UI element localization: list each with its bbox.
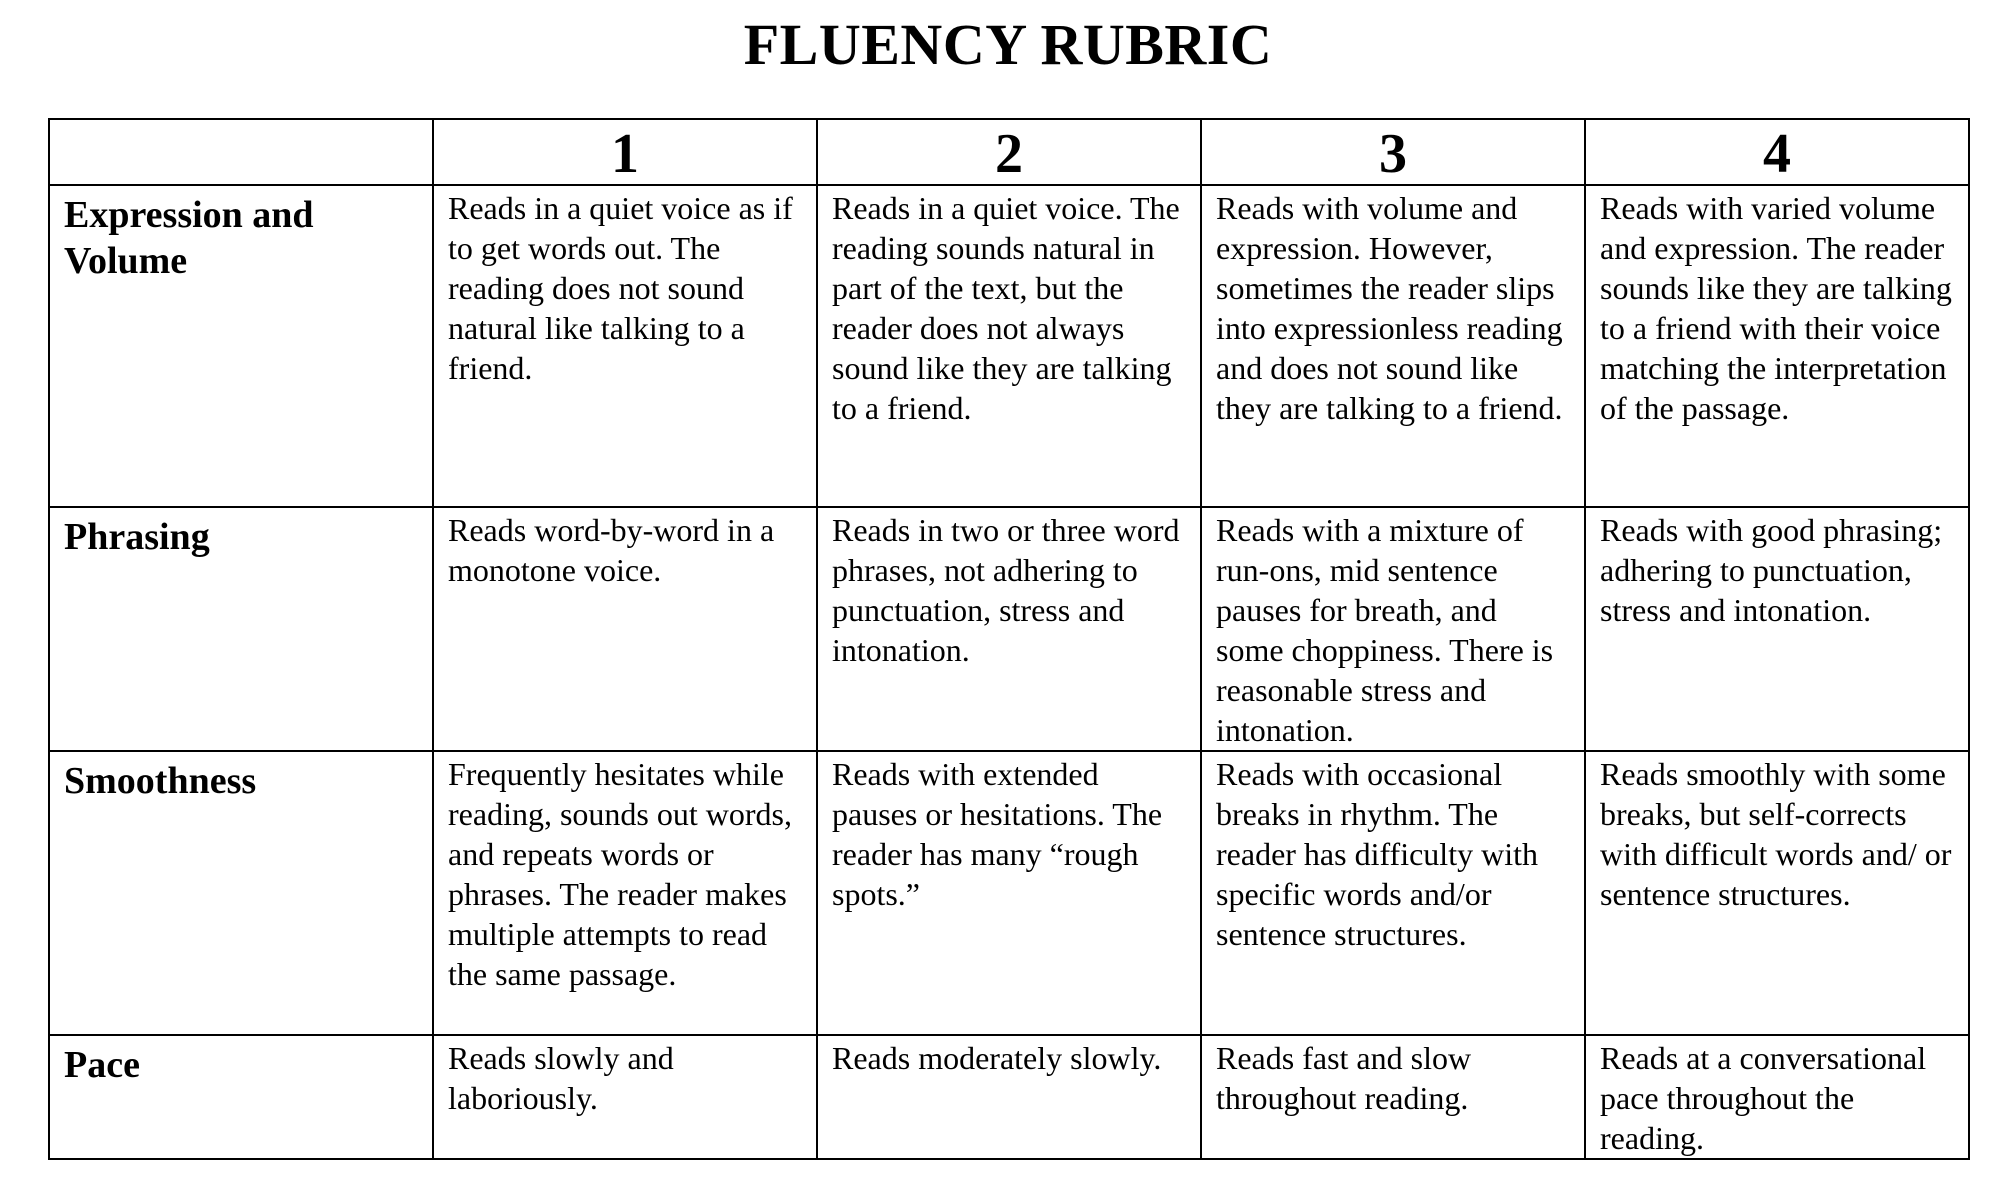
criterion-phrasing: Phrasing <box>49 507 433 751</box>
rubric-cell: Frequently hesitates while reading, sounds out words, and repeats words or phrases. The reader makes multiple attempts to read the same passage. <box>433 751 817 1035</box>
table-row-expression-and-volume <box>49 185 1969 507</box>
rubric-cell: Reads word-by-word in a monotone voice. <box>433 507 817 751</box>
rubric-cell: Reads at a conversational pace throughout the reading. <box>1585 1035 1969 1159</box>
rubric-cell: Reads fast and slow throughout reading. <box>1201 1035 1585 1159</box>
level-3-header: 3 <box>1201 119 1585 185</box>
rubric-cell: Reads with volume and expression. However, sometimes the reader slips into expressionless reading and does not sound like they are talking to a friend. <box>1201 185 1585 507</box>
table-row-smoothness <box>49 751 1969 1035</box>
table-header-row <box>49 119 1969 185</box>
criterion-smoothness: Smoothness <box>49 751 433 1035</box>
rubric-cell: Reads in a quiet voice. The reading sounds natural in part of the text, but the reader does not always sound like they are talking to a friend. <box>817 185 1201 507</box>
level-2-header: 2 <box>817 119 1201 185</box>
rubric-cell: Reads slowly and laboriously. <box>433 1035 817 1159</box>
rubric-cell: Reads in two or three word phrases, not adhering to punctuation, stress and intonation. <box>817 507 1201 751</box>
level-1-header: 1 <box>433 119 817 185</box>
rubric-cell: Reads with varied volume and expression. The reader sounds like they are talking to a friend with their voice matching the interpretation of the passage. <box>1585 185 1969 507</box>
criterion-pace: Pace <box>49 1035 433 1159</box>
table-row-phrasing <box>49 507 1969 751</box>
table-row-pace <box>49 1035 1969 1159</box>
rubric-cell: Reads smoothly with some breaks, but self-corrects with difficult words and/ or sentence structures. <box>1585 751 1969 1035</box>
header-corner-cell <box>49 119 433 185</box>
rubric-cell: Reads with occasional breaks in rhythm. The reader has difficulty with specific words and/or sentence structures. <box>1201 751 1585 1035</box>
rubric-cell: Reads with a mixture of run-ons, mid sentence pauses for breath, and some choppiness. There is reasonable stress and intonation. <box>1201 507 1585 751</box>
level-4-header: 4 <box>1585 119 1969 185</box>
rubric-cell: Reads in a quiet voice as if to get words out. The reading does not sound natural like talking to a friend. <box>433 185 817 507</box>
fluency-rubric-table <box>48 118 1970 1160</box>
rubric-cell: Reads moderately slowly. <box>817 1035 1201 1159</box>
page-title: FLUENCY RUBRIC <box>743 12 1273 77</box>
criterion-expression-and-volume: Expression and Volume <box>49 185 433 507</box>
rubric-cell: Reads with extended pauses or hesitations. The reader has many “rough spots.” <box>817 751 1201 1035</box>
rubric-cell: Reads with good phrasing; adhering to punctuation, stress and intonation. <box>1585 507 1969 751</box>
